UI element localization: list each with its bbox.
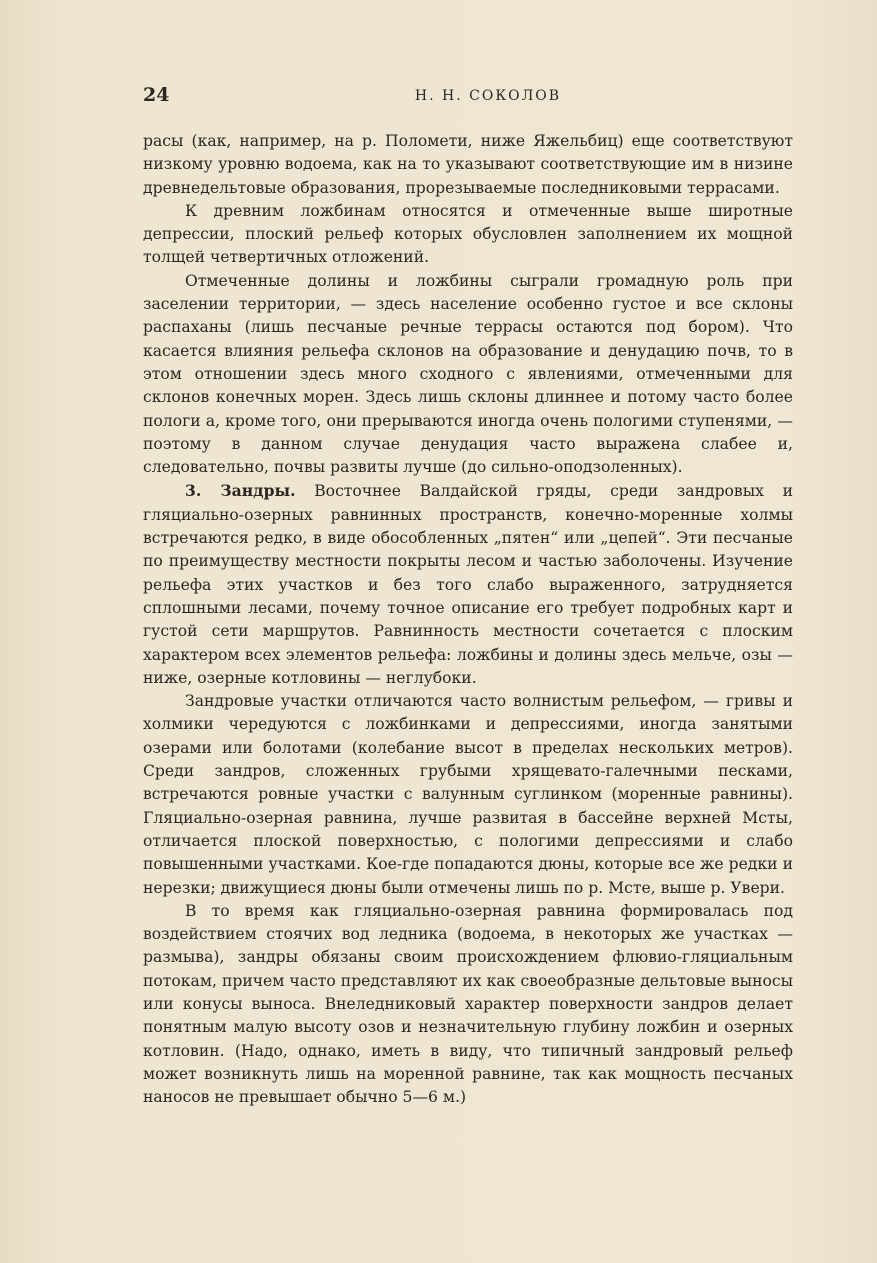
paragraph: Зандровые участки отличаются часто волнистым рельефом, — гривы и холмики чередуются с ложбинками и депрессиями, иногда занятыми озерами или болотами (колебание высот в пределах нескольких метров). Среди зандров, сложенных грубыми хрящевато-галечными песками, встречаются ровные участки с валунным суглинком (моренные равнины). Гляциально-озерная равнина, лучше развитая в бассейне верхней Мсты, отличается плоской поверхностью, с пологими депрессиями и слабо повышенными участками. Кое-где попадаются дюны, которые все же редки и нерезки; движущиеся дюны были отмечены лишь по р. Мсте, выше р. Увери. xyxy=(143,692,793,897)
paragraph-continuation: расы (как, например, на р. Поломети, ниже Яжельбиц) еще соответствуют низкому уровню водоема, как на то указывают соответствующие им в низине древнедельтовые образования, прорезываемые последниковыми террасами. xyxy=(143,132,793,197)
section-text: Восточнее Валдайской гряды, среди зандровых и гляциально-озерных равнинных пространств, конечно-моренные холмы встречаются редко, в виде обособленных „пятен“ или „цепей“. Эти песчаные по преимуществу местности покрыты лесом и частью заболочены. Изучение рельефа этих участков и без того слабо выраженного, затрудняется сплошными лесами, почему точное описание его требует подробных карт и густой сети маршрутов. Равнинность местности сочетается с плоским характером всех элементов рельефа: ложбины и долины здесь мельче, озы — ниже, озерные котловины — неглубоки. xyxy=(143,482,793,687)
page-header xyxy=(143,84,793,110)
paragraph: Отмеченные долины и ложбины сыграли громадную роль при заселении территории, — здесь население особенно густое и все склоны распаханы (лишь песчаные речные террасы остаются под бором). Что касается влияния рельефа склонов на образование и денудацию почв, то в этом отношении здесь много сходного с явлениями, отмеченными для склонов конечных морен. Здесь лишь склоны длиннее и потому часто более пологи а, кроме того, они прерываются иногда очень пологими ступенями, — поэтому в данном случае денудация часто выражена слабее и, следовательно, почвы развиты лучше (до сильно-оподзоленных). xyxy=(143,271,793,477)
section-paragraph xyxy=(143,479,793,690)
paragraph: К древним ложбинам относятся и отмеченные выше широтные депрессии, плоский рельеф которых обусловлен заполнением их мощной толщей четвертичных отложений. xyxy=(143,201,793,267)
paragraph: В то время как гляциально-озерная равнина формировалась под воздействием стоячих вод ледника (водоема, в некоторых же участках — размыва), зандры обязаны своим происхождением флювио-гляциальным потокам, причем часто представляют их как своеобразные дельтовые выносы или конусы выноса. Внеледниковый характер поверхности зандров делает понятным малую высоту озов и незначительную глубину ложбин и озерных котловин. (Надо, однако, иметь в виду, что типичный зандровый рельеф может возникнуть лишь на моренной равнине, так как мощность песчаных наносов не превышает обычно 5—6 м.) xyxy=(143,901,793,1107)
running-title: Н. Н. СОКОЛОВ xyxy=(414,88,562,104)
body-text xyxy=(143,130,793,1109)
section-heading: 3. Зандры. xyxy=(185,481,296,501)
page-number: 24 xyxy=(143,84,170,106)
